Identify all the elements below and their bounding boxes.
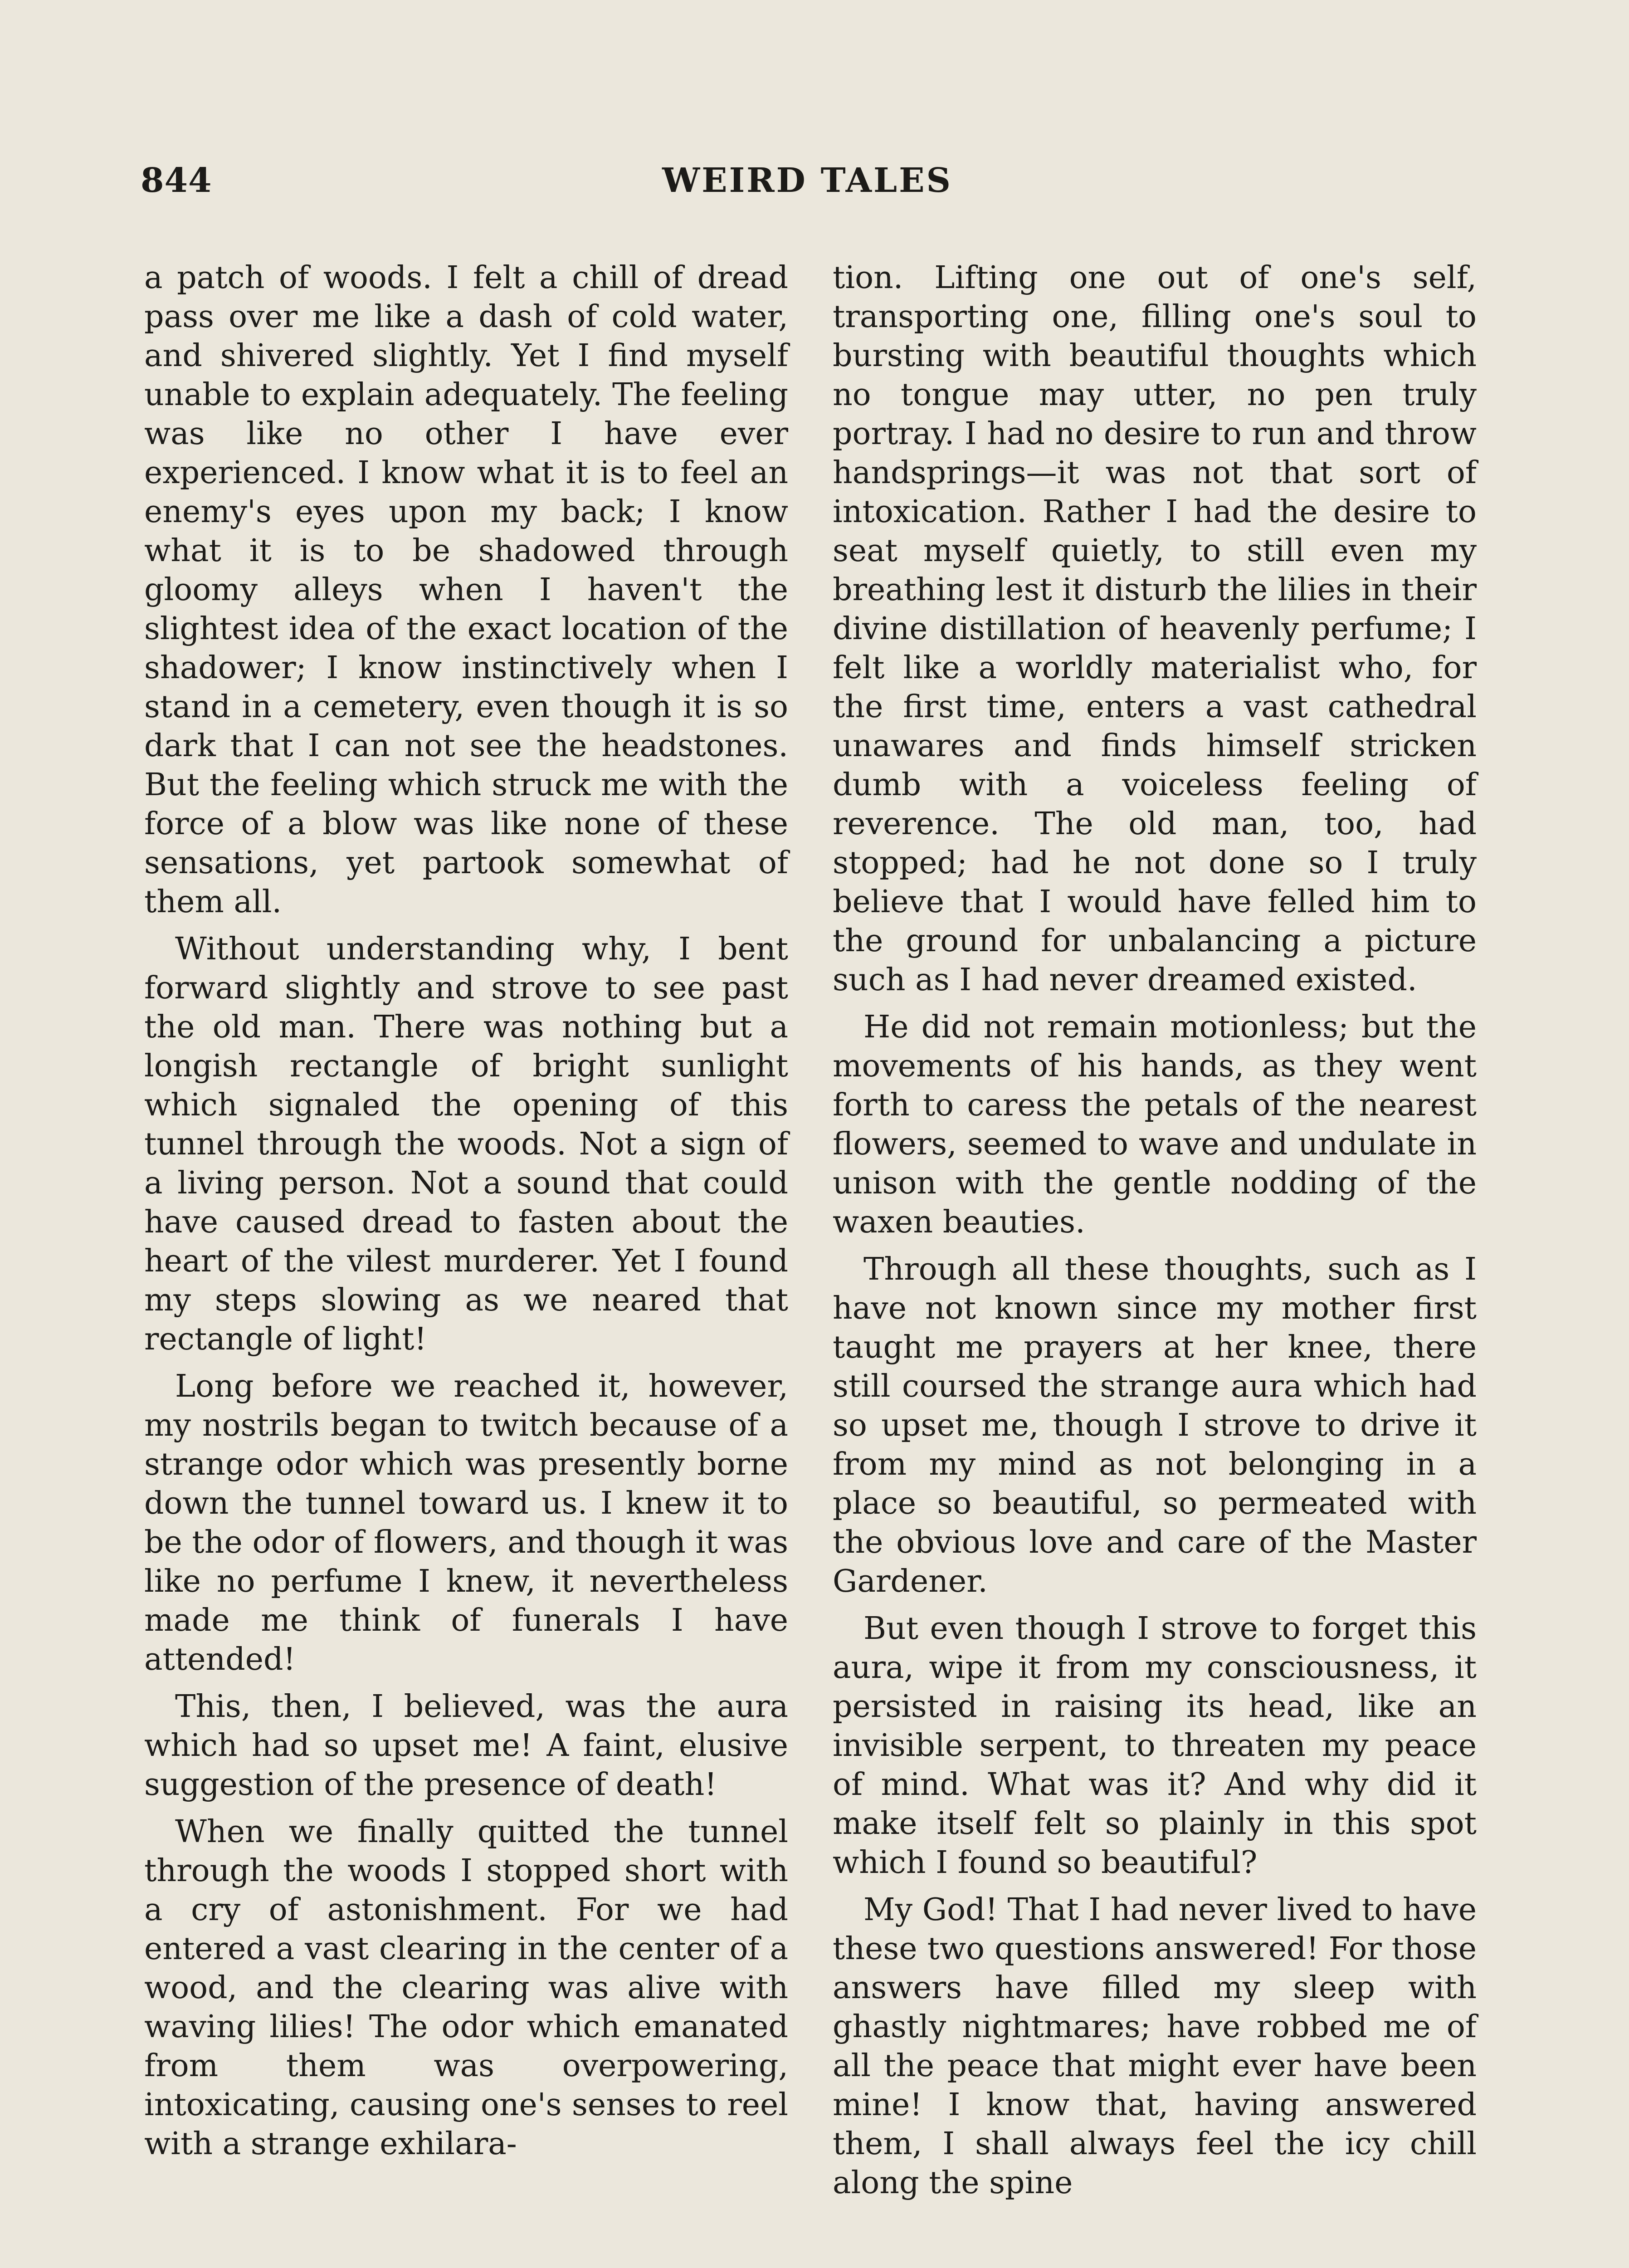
page-header (141, 161, 1474, 215)
paragraph: This, then, I believed, was the aura which had so upset me! A faint, elusive suggestion of the presence of death! (144, 1689, 788, 1803)
paragraph: a patch of woods. I felt a chill of dread pass over me like a dash of cold water, and shivered slightly. Yet I find myself unable to explain adequately. The feeling was like no other I have ever experienced. I know what it is to feel an enemy's eyes upon my back; I know what it is to be shadowed through gloomy alleys when I haven't the slightest idea of the exact location of the shadower; I know instinctively when I stand in a cemetery, even though it is so dark that I can not see the headstones. But the feeling which struck me with the force of a blow was like none of these sensations, yet partook somewhat of them all. (144, 260, 788, 920)
paragraph: tion. Lifting one out of one's self, transporting one, filling one's soul to bursting with beautiful thoughts which no tongue may utter, no pen truly portray. I had no desire to run and throw handsprings—it was not that sort of intoxication. Rather I had the desire to seat myself quietly, to still even my breathing lest it disturb the lilies in their divine distillation of heavenly perfume; I felt like a worldly materialist who, for the first time, enters a vast cathedral unawares and finds himself stricken dumb with a voiceless feeling of reverence. The old man, too, had stopped; had he not done so I truly believe that I would have felled him to the ground for unbalancing a picture such as I had never dreamed existed. (833, 260, 1477, 998)
paragraph: When we finally quitted the tunnel through the woods I stopped short with a cry of astonishment. For we had entered a vast clearing in the center of a wood, and the clearing was alive with waving lilies! The odor which emanated from them was overpowering, intoxicating, causing one's senses to reel with a strange exhilara- (144, 1814, 788, 2162)
left-column (144, 259, 788, 2172)
running-title: WEIRD TALES (662, 161, 952, 200)
page-number: 844 (141, 161, 212, 200)
paragraph: But even though I strove to forget this aura, wipe it from my consciousness, it persisted in raising its head, like an invisible serpent, to threaten my peace of mind. What was it? And why did it make itself felt so plainly in this spot which I found so beautiful? (833, 1611, 1477, 1881)
paragraph: He did not remain motionless; but the movements of his hands, as they went forth to caress the petals of the nearest flowers, seemed to wave and undulate in unison with the gentle nodding of the waxen beauties. (833, 1009, 1477, 1240)
right-column (833, 259, 1477, 2211)
paragraph: Without understanding why, I bent forward slightly and strove to see past the old man. There was nothing but a longish rectangle of bright sunlight which signaled the opening of this tunnel through the woods. Not a sign of a living person. Not a sound that could have caused dread to fasten about the heart of the vilest murderer. Yet I found my steps slowing as we neared that rectangle of light! (144, 931, 788, 1357)
paragraph: Long before we reached it, however, my nostrils began to twitch because of a strange odor which was presently borne down the tunnel toward us. I knew it to be the odor of flowers, and though it was like no perfume I knew, it nevertheless made me think of funerals I have attended! (144, 1369, 788, 1677)
paragraph: Through all these thoughts, such as I have not known since my mother first taught me prayers at her knee, there still coursed the strange aura which had so upset me, though I strove to drive it from my mind as not belonging in a place so beautiful, so permeated with the obvious love and care of the Master Gardener. (833, 1251, 1477, 1599)
paragraph: My God! That I had never lived to have these two questions answered! For those answers have filled my sleep with ghastly nightmares; have robbed me of all the peace that might ever have been mine! I know that, having answered them, I shall always feel the icy chill along the spine (833, 1892, 1477, 2201)
